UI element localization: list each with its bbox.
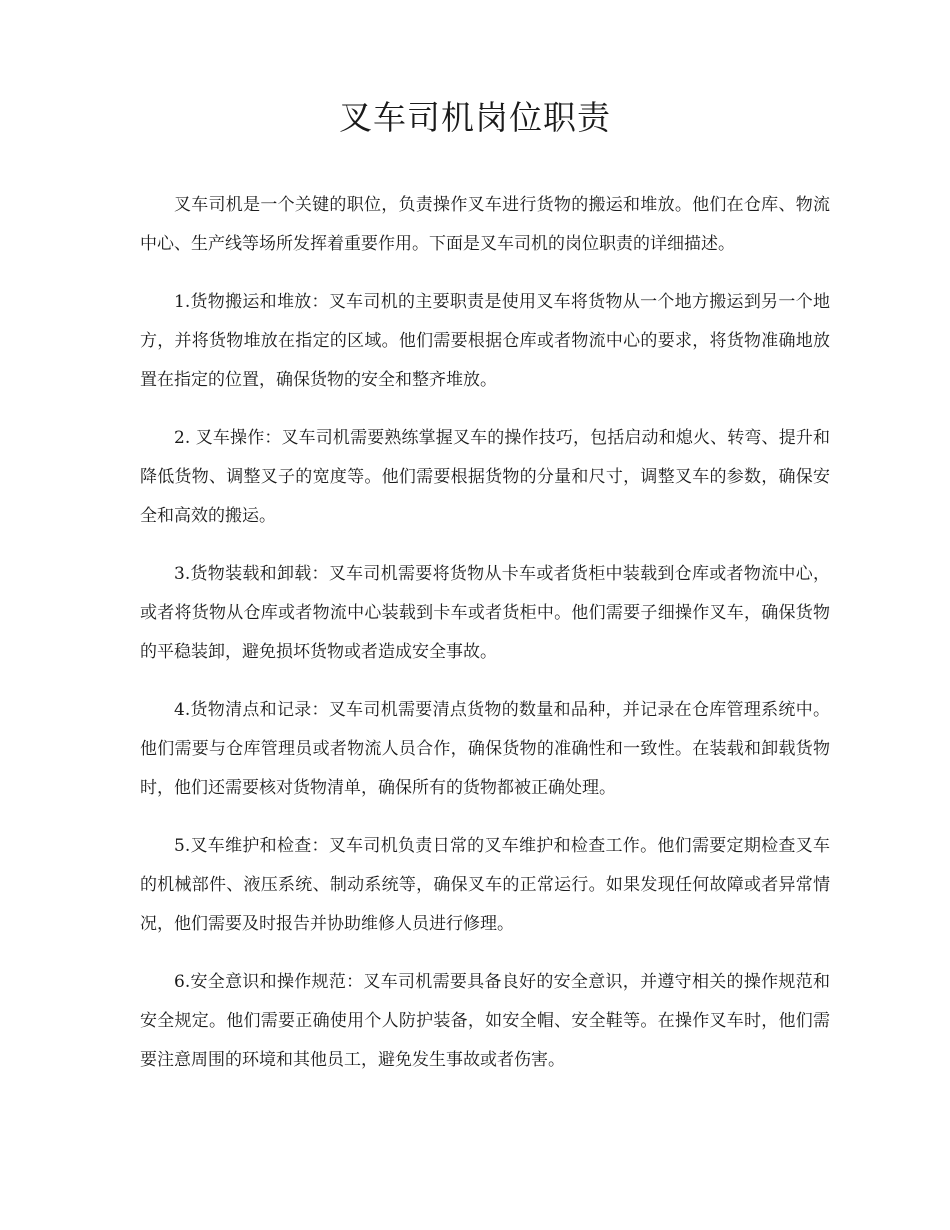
- paragraph-duty-5: 5.叉车维护和检查：叉车司机负责日常的叉车维护和检查工作。他们需要定期检查叉车的机械部件、液压系统、制动系统等，确保叉车的正常运行。如果发现任何故障或者异常情况，他们需要及时报告并协助维修人员进行修理。: [140, 836, 830, 934]
- paragraph-duty-2: 2. 叉车操作：叉车司机需要熟练掌握叉车的操作技巧，包括启动和熄火、转弯、提升和降低货物、调整叉子的宽度等。他们需要根据货物的分量和尺寸，调整叉车的参数，确保安全和高效的搬运。: [140, 428, 830, 526]
- paragraph-duty-1: 1.货物搬运和堆放：叉车司机的主要职责是使用叉车将货物从一个地方搬运到另一个地方，并将货物堆放在指定的区域。他们需要根据仓库或者物流中心的要求，将货物准确地放置在指定的位置，确保货物的安全和整齐堆放。: [140, 292, 830, 390]
- paragraph-duty-4: 4.货物清点和记录：叉车司机需要清点货物的数量和品种，并记录在仓库管理系统中。他们需要与仓库管理员或者物流人员合作，确保货物的准确性和一致性。在装载和卸载货物时，他们还需要核对货物清单，确保所有的货物都被正确处理。: [140, 700, 830, 798]
- paragraph-intro: 叉车司机是一个关键的职位，负责操作叉车进行货物的搬运和堆放。他们在仓库、物流中心、生产线等场所发挥着重要作用。下面是叉车司机的岗位职责的详细描述。: [140, 195, 830, 254]
- document-body: [140, 186, 830, 1099]
- paragraph-duty-6: 6.安全意识和操作规范：叉车司机需要具备良好的安全意识，并遵守相关的操作规范和安全规定。他们需要正确使用个人防护装备，如安全帽、安全鞋等。在操作叉车时，他们需要注意周围的环境和其他员工，避免发生事故或者伤害。: [140, 972, 830, 1070]
- page-title: 叉车司机岗位职责: [339, 98, 611, 137]
- paragraph-duty-3: 3.货物装载和卸载：叉车司机需要将货物从卡车或者货柜中装载到仓库或者物流中心，或者将货物从仓库或者物流中心装载到卡车或者货柜中。他们需要子细操作叉车，确保货物的平稳装卸，避免损坏货物或者造成安全事故。: [140, 564, 830, 662]
